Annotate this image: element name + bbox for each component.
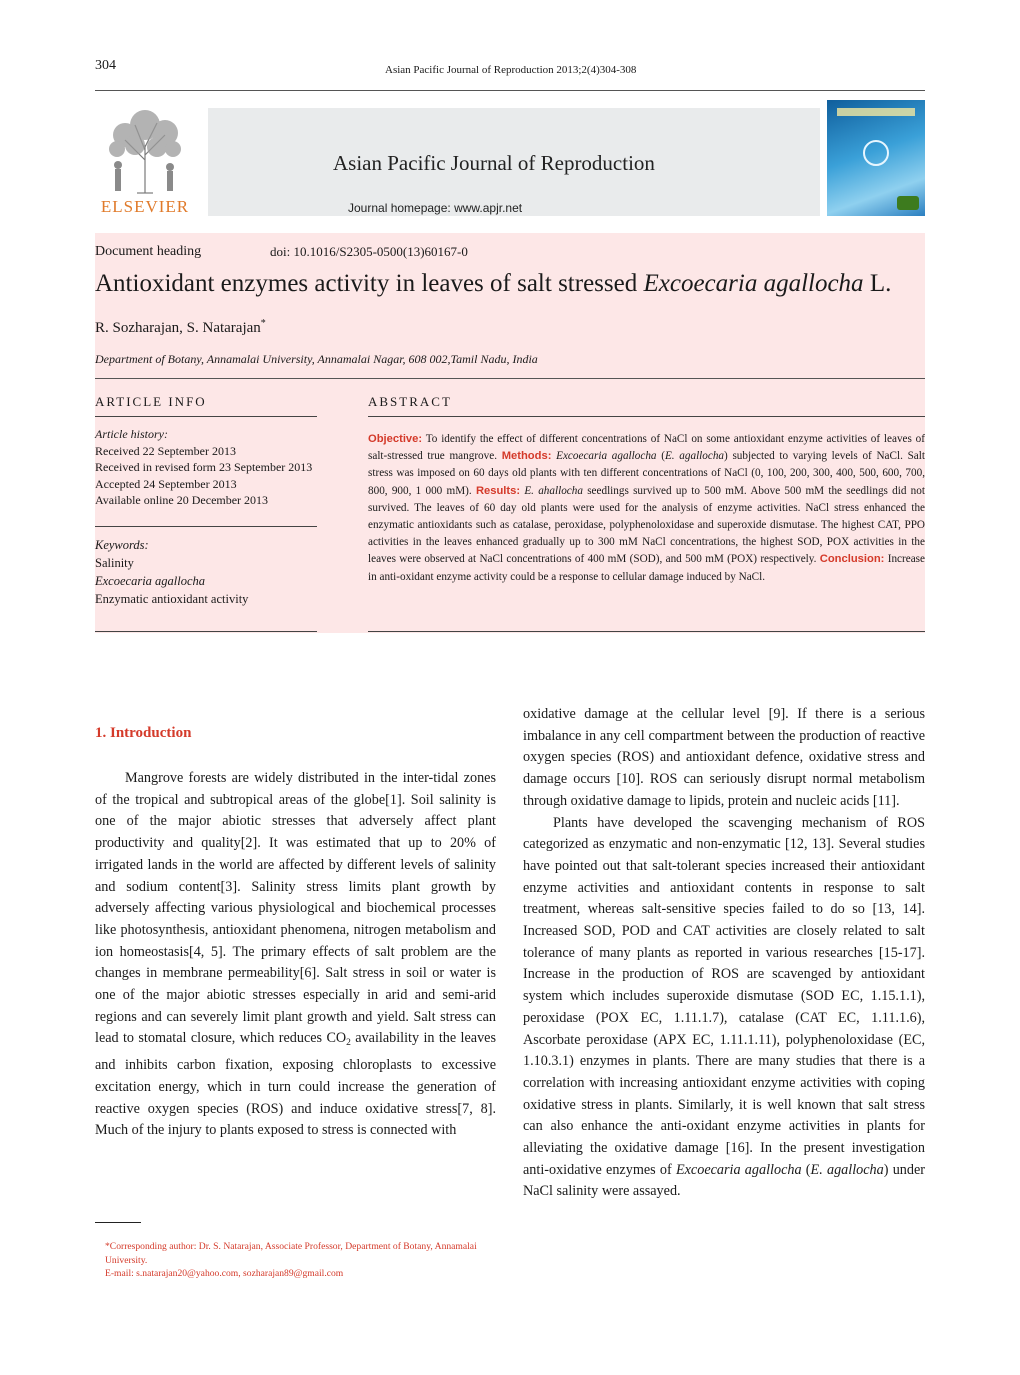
corresponding-author: *Corresponding author: Dr. S. Natarajan, Associate Professor, Department of Botany, Annamalai University. xyxy=(105,1241,477,1266)
co2-subscript: 2 xyxy=(346,1038,351,1049)
journal-cover-image xyxy=(827,100,925,216)
publisher-name: ELSEVIER xyxy=(100,197,190,216)
affiliation-rule xyxy=(95,378,925,379)
article-title xyxy=(95,270,891,298)
keyword-item: Salinity xyxy=(95,556,134,570)
cover-badge-icon xyxy=(897,196,919,210)
species-abbr: E. agallocha xyxy=(810,1161,884,1178)
species-paren: ( xyxy=(801,1161,811,1178)
conclusion-text: Increase in anti-oxidant enzyme activity could be a response to cellular damage induced by NaCl. xyxy=(368,553,925,583)
journal-title: Asian Pacific Journal of Reproduction xyxy=(333,151,655,175)
paragraph-continued: oxidative damage at the cellular level [9]. If there is a serious imbalance in any cell compartment between the production of reactive oxygen species (ROS) and antioxidant defence, oxidative stress and damage occurs [10]. ROS can seriously disrupt normal metabolism through oxidative damage to lipids, protein and nucleic acids [11]. xyxy=(523,706,925,809)
methods-abbr: E. agallocha xyxy=(664,450,725,463)
history-online: Available online 20 December 2013 xyxy=(95,493,269,507)
co2-text: CO xyxy=(326,1030,347,1047)
keywords-rule xyxy=(95,631,317,632)
conclusion-label: Conclusion: xyxy=(819,553,885,566)
history-received: Received 22 September 2013 xyxy=(95,443,236,458)
author-email[interactable]: E-mail: s.natarajan20@yahoo.com, sozharajan89@gmail.com xyxy=(105,1268,344,1279)
banner-title-panel xyxy=(208,108,820,216)
article-info-rule xyxy=(95,416,317,417)
species-name: Excoecaria agallocha xyxy=(675,1161,802,1178)
paragraph-ros xyxy=(523,813,925,1204)
journal-homepage[interactable]: Journal homepage: www.apjr.net xyxy=(348,201,523,215)
document-heading: Document heading xyxy=(95,244,202,259)
intro-text-cont: availability in the leaves and inhibits carbon fixation, exposing chloroplasts to excessive excitation energy, which in turn could increase the generation of reactive oxygen species (ROS) and induce oxidative stress[7, 8]. Much of the injury to plants exposed to stress is connected with xyxy=(95,1030,497,1139)
keywords xyxy=(95,536,325,608)
title-suffix: L. xyxy=(863,270,892,297)
ros-text-end: ) under NaCl salinity were assayed. xyxy=(523,1161,926,1200)
ros-text: Plants have developed the scavenging mechanism of ROS categorized as enzymatic and non-enzymatic [12, 13]. Several studies have pointed out that salt-tolerant species increased their antioxidant enzyme activities and antioxidant contents in response to salt treatment, whereas salt-sensitive species failed to do so [13, 14]. Increased SOD, POD and CAT activities are closely related to salt tolerance of many plants as reported in various researches [15-17]. Increase in the production of ROS are scavenged by antioxidant system which includes superoxide dismutase (SOD EC, 1.15.1.1), peroxidase (POX EC, 1.11.1.7), catalase (CAT EC, 1.11.1.6), Ascorbate peroxidase (APX EC, 1.11.1.11), polyphenoloxidase (EC, 1.10.3.1) enzymes in plants. There are many studies that there is a correlation with increasing antioxidant enzyme activities with coping oxidative stress in plants. Similarly, it is well known that salt stress can also enhance the anti-oxidant enzyme activities in plants for alleviating the oxidative damage [16]. In the present investigation anti-oxidative enzymes of xyxy=(523,814,925,1178)
cover-title-strip xyxy=(837,108,915,116)
page-number: 304 xyxy=(95,58,116,73)
methods-label: Methods: xyxy=(501,450,552,463)
title-main: Antioxidant enzymes activity in leaves of salt stressed xyxy=(95,270,644,297)
title-species: Excoecaria agallocha xyxy=(643,270,864,297)
journal-banner xyxy=(95,100,925,218)
article-history xyxy=(95,426,325,509)
history-rule xyxy=(95,526,317,527)
body-column-right xyxy=(523,704,925,1203)
keyword-item: Enzymatic antioxidant activity xyxy=(95,592,249,606)
history-label: Article history: xyxy=(95,427,168,441)
cover-emblem-icon xyxy=(863,140,889,166)
footnote xyxy=(95,1240,496,1281)
results-species: E. ahallocha xyxy=(520,484,583,497)
affiliation: Department of Botany, Annamalai University, Annamalai Nagar, 608 002,Tamil Nadu, India xyxy=(95,352,538,366)
elsevier-tree-icon xyxy=(95,105,195,197)
author-names: R. Sozharajan, S. Natarajan xyxy=(95,320,261,336)
objective-text: To identify the effect of different concentrations of NaCl on some antioxidant enzyme activities of leaves of salt-stressed true mangrove. xyxy=(368,433,925,463)
objective-label: Objective: xyxy=(368,433,423,445)
methods-species: Excoecaria agallocha xyxy=(551,450,657,463)
doi[interactable]: doi: 10.1016/S2305-0500(13)60167-0 xyxy=(270,244,468,259)
keywords-label: Keywords: xyxy=(95,538,149,552)
keyword-item: Excoecaria agallocha xyxy=(95,574,206,588)
corresponding-mark: * xyxy=(260,318,266,329)
abstract-rule-bottom xyxy=(368,631,925,632)
abstract-heading: ABSTRACT xyxy=(368,394,452,409)
authors xyxy=(95,318,266,337)
footnote-rule xyxy=(95,1222,141,1223)
intro-text: Mangrove forests are widely distributed in the inter-tidal zones of the tropical and subtropical areas of the globe[1]. Soil salinity is one of the major abiotic stresses that adversely affect plant productivity and quality[2]. It was estimated that up to 20% of irrigated lands in the world are affected by different levels of salinity and sodium content[3]. Salinity stress limits plant growth by adversely affecting various physiological and biochemical processes like photosynthesis, antioxidant phenomena, nitrogen metabolism and ion homeostasis[4, 5]. The primary effects of salt problem are the changes in membrane permeability[6]. Salt stress in soil or water is one of the major abiotic stresses especially in arid and semi-arid regions and can severely limit plant growth and yield. Salt stress can lead to stomatal closure, which reduces xyxy=(95,770,496,1047)
body-column-left xyxy=(95,768,496,1142)
results-text: seedlings survived up to 500 mM. Above 500 mM the seedlings did not survived. The leaves of 60 day old plants were used for the analysis of enzyme activities. NaCl stress enhanced the enzymatic antioxidants such as catalase, peroxidase, polyphenoloxidase and superoxide dismutase. The highest CAT, PPO activities in the leaves enhanced gradually up to 300 mM NaCl concentrations, the highest SOD, POX activities in the leaves were observed at NaCl concentrations of 400 mM (SOD), and 500 mM (POX) respectively. xyxy=(368,484,925,566)
methods-paren: ( xyxy=(656,450,665,463)
running-head: Asian Pacific Journal of Reproduction 2013;2(4)304-308 xyxy=(385,64,637,76)
results-label: Results: xyxy=(475,484,521,497)
abstract-rule-top xyxy=(368,416,925,417)
history-revised: Received in revised form 23 September 2013 xyxy=(95,460,313,474)
intro-paragraph xyxy=(95,768,496,1142)
introduction-heading: 1. Introduction xyxy=(95,725,192,741)
methods-text: ) subjected to varying levels of NaCl. Salt stress was imposed on 60 days old plants with ten different concentrations of NaCl (0, 100, 200, 300, 400, 500, 600, 700, 800, 900, 1 000 mM). xyxy=(368,450,925,497)
header-rule xyxy=(95,90,925,91)
history-accepted: Accepted 24 September 2013 xyxy=(95,476,237,491)
elsevier-logo xyxy=(95,105,195,217)
abstract-body xyxy=(368,431,925,586)
article-info-heading: ARTICLE INFO xyxy=(95,394,207,409)
